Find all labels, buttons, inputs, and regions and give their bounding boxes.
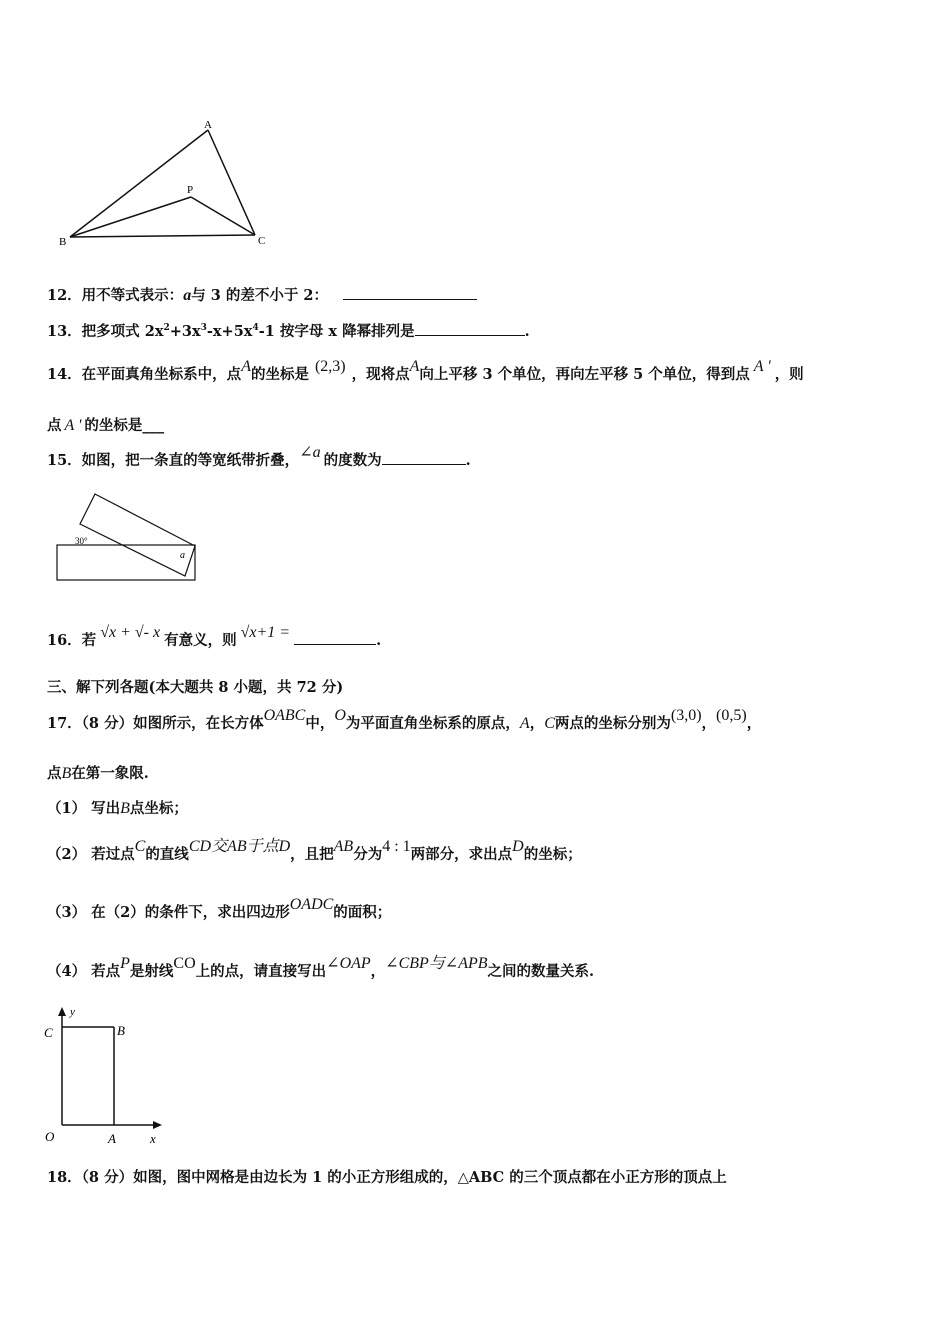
vertex-a-label: A — [204, 119, 212, 131]
question-14: 14．在平面真角坐标系中，点A的坐标是 (2,3) ，现将点A向上平移 3 个单位，再向左平移 5 个单位，得到点 A ' ，则 — [47, 358, 804, 383]
answer-blank[interactable] — [343, 285, 477, 300]
question-17-sub1: （1） 写出B点坐标； — [47, 800, 188, 817]
y-axis-label: y — [70, 1006, 75, 1018]
folded-strip-figure — [55, 490, 215, 590]
origin-label: O — [45, 1129, 55, 1144]
vertex-c-label: C — [258, 235, 266, 247]
question-14-line2: 点 A ' 的坐标是___ — [47, 417, 165, 434]
question-17-sub4: （4） 若点P是射线CO上的点，请直接写出∠OAP，∠CBP与∠APB之间的数量关系. — [47, 955, 595, 980]
question-16: 16．若 √x + √- x 有意义，则 √x+1 = . — [47, 624, 382, 649]
question-17-sub3: （3） 在（2）的条件下，求出四边形OADC的面积； — [47, 896, 392, 921]
question-13: 13．把多项式 $2x^2+3x^3-x+5x^4-1$ 按字母 x 降幂排列是 . — [47, 322, 530, 340]
question-17: 17．（8 分）如图所示，在长方体OABC中，O为平面直角坐标系的原点，A，C两点的坐标分别为(3,0)，(0,5)， — [47, 707, 762, 732]
answer-blank[interactable] — [415, 321, 525, 336]
point-c-label: C — [44, 1025, 53, 1040]
point-a-label: A — [108, 1131, 116, 1146]
coordinate-figure — [40, 1005, 170, 1150]
question-15: 15．如图，把一条直的等宽纸带折叠，∠a 的度数为 . — [47, 444, 471, 469]
question-17-line2: 点B在第一象限. — [47, 765, 149, 782]
question-12: 12．用不等式表示：a与 3 的差不小于 2： — [47, 285, 477, 306]
x-axis-label: x — [150, 1131, 156, 1146]
question-18: 18．（8 分）如图，图中网格是由边长为 1 的小正方形组成的，△ABC 的三个顶点都在小正方形的顶点上 — [47, 1169, 727, 1186]
alpha-label: a — [180, 550, 185, 561]
point-b-label: B — [117, 1023, 125, 1038]
vertex-b-label: B — [59, 236, 67, 248]
question-17-sub2: （2） 若过点C的直线CD交AB于点D，且把AB分为4 : 1两部分，求出点D的坐标； — [47, 838, 582, 863]
answer-blank[interactable] — [382, 450, 466, 465]
answer-blank[interactable] — [294, 630, 376, 645]
section-3-title: 三、解下列各题(本大题共 8 小题，共 72 分) — [47, 679, 344, 696]
angle-30-label: 30° — [75, 536, 88, 546]
triangle-figure — [55, 115, 285, 255]
point-p-label: P — [187, 184, 194, 196]
